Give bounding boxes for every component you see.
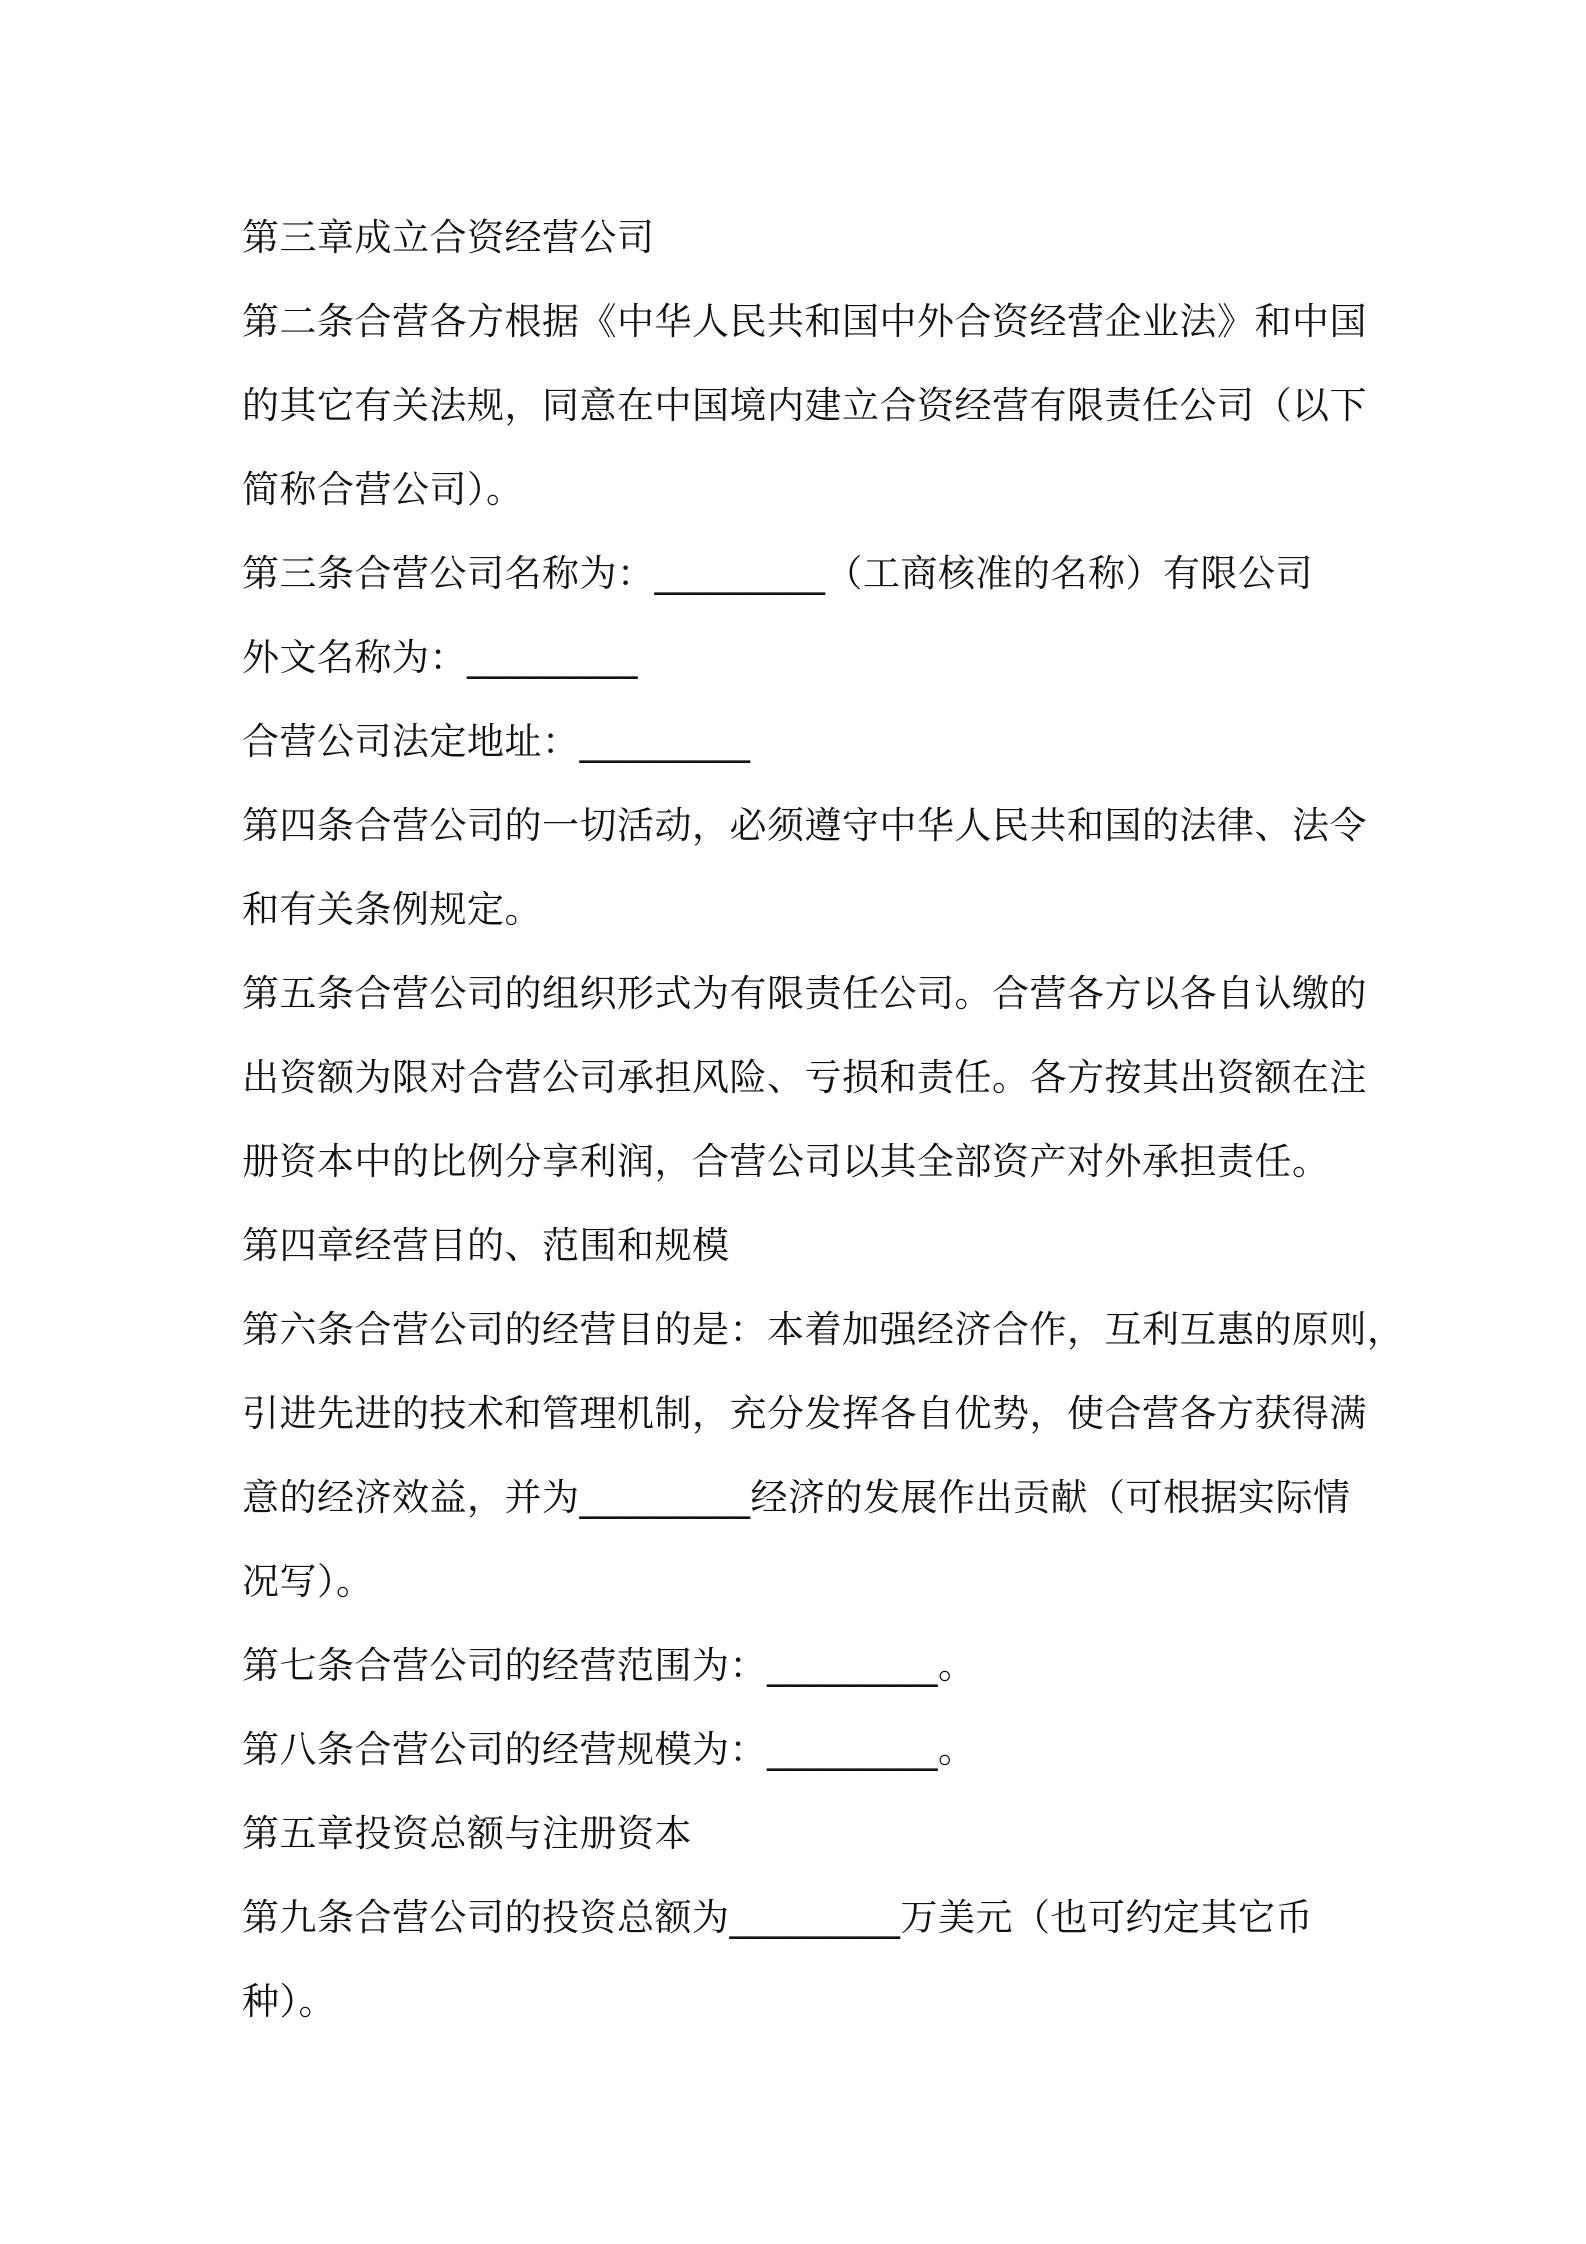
- article-2-line-3: 简称合营公司）。: [242, 468, 524, 511]
- article-2-line-1: 第二条合营各方根据《中华人民共和国中外合资经营企业法》和中国: [242, 300, 1367, 343]
- article-6-line-1: 第六条合营公司的经营目的是：本着加强经济合作，互利互惠的原则，: [242, 1308, 1405, 1351]
- article-9-line-2: 种）。: [242, 1980, 336, 2023]
- article-3-legal-address: 合营公司法定地址：_________: [242, 720, 751, 763]
- article-9-line-1: 第九条合营公司的投资总额为_________万美元（也可约定其它币: [242, 1896, 1313, 1939]
- document-body: [242, 196, 1405, 2044]
- article-6-line-3: 意的经济效益，并为_________经济的发展作出贡献（可根据实际情: [242, 1476, 1351, 1519]
- chapter-heading-5: 第五章投资总额与注册资本: [242, 1812, 692, 1855]
- article-5-line-2: 出资额为限对合营公司承担风险、亏损和责任。各方按其出资额在注: [242, 1056, 1367, 1099]
- article-7: 第七条合营公司的经营范围为：_________。: [242, 1644, 976, 1687]
- chapter-heading-3: 第三章成立合资经营公司: [242, 216, 655, 259]
- article-5-line-1: 第五条合营公司的组织形式为有限责任公司。合营各方以各自认缴的: [242, 972, 1367, 1015]
- article-2-line-2: 的其它有关法规，同意在中国境内建立合资经营有限责任公司（以下: [242, 384, 1367, 427]
- article-4-line-1: 第四条合营公司的一切活动，必须遵守中华人民共和国的法律、法令: [242, 804, 1367, 847]
- article-5-line-3: 册资本中的比例分享利润，合营公司以其全部资产对外承担责任。: [242, 1140, 1330, 1183]
- article-6-line-2: 引进先进的技术和管理机制，充分发挥各自优势，使合营各方获得满: [242, 1392, 1367, 1435]
- article-3-company-name: 第三条合营公司名称为：_________（工商核准的名称）有限公司: [242, 552, 1313, 595]
- article-6-line-4: 况写）。: [242, 1560, 374, 1603]
- chapter-heading-4: 第四章经营目的、范围和规模: [242, 1224, 730, 1267]
- article-4-line-2: 和有关条例规定。: [242, 888, 542, 931]
- article-8: 第八条合营公司的经营规模为：_________。: [242, 1728, 976, 1771]
- article-3-foreign-name: 外文名称为：_________: [242, 636, 638, 679]
